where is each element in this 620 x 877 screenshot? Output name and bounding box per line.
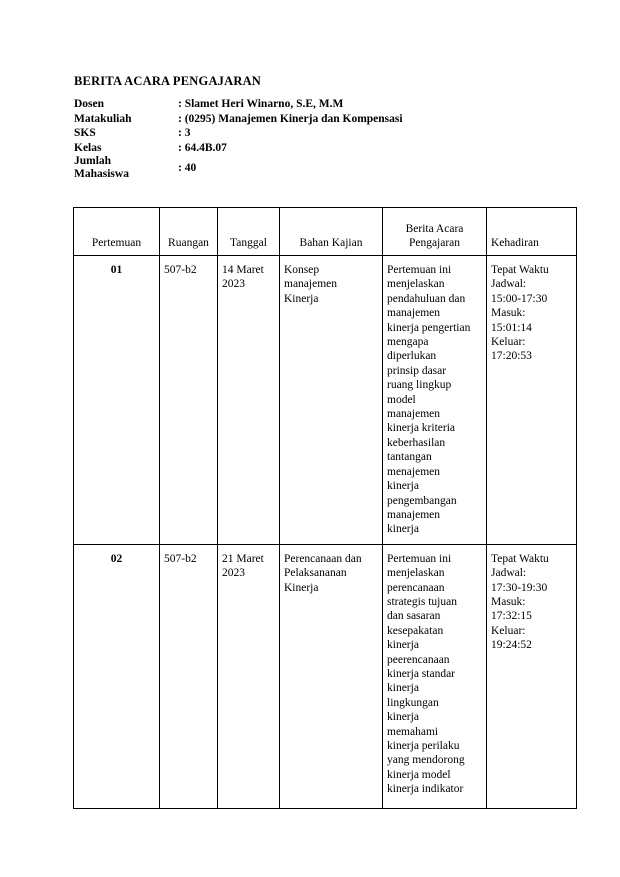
cell-bahan-kajian-line: Pelaksananan — [284, 567, 347, 580]
cell-berita-acara — [383, 256, 487, 545]
info-label — [74, 155, 178, 181]
cell-tanggal — [218, 256, 280, 545]
cell-berita-acara — [383, 544, 487, 808]
cell-berita-acara-line: mengapa — [387, 336, 429, 349]
cell-bahan-kajian — [280, 544, 383, 808]
cell-berita-acara-line: kinerja pengertian — [387, 321, 471, 334]
cell-kehadiran — [487, 256, 577, 545]
info-label: Matakuliah — [74, 112, 132, 125]
cell-berita-acara-line: prinsip dasar — [387, 364, 447, 377]
info-row-jumlah-mahasiswa — [74, 155, 554, 181]
cell-tanggal-line: 2023 — [222, 278, 245, 291]
cell-berita-acara-line: kinerja — [387, 711, 419, 724]
cell-berita-acara-line: yang mendorong — [387, 754, 465, 767]
cell-kehadiran-line: Jadwal: — [491, 567, 527, 580]
header-pertemuan: Pertemuan — [74, 208, 160, 256]
header-line: Berita Acara — [405, 223, 464, 235]
cell-kehadiran-line: 15:01:14 — [491, 321, 532, 334]
header-berita-acara — [383, 208, 487, 256]
cell-berita-acara-line: manajemen — [387, 508, 441, 521]
cell-berita-acara-line: kinerja perilaku — [387, 740, 460, 752]
cell-berita-acara-line: kinerja kriteria — [387, 422, 456, 435]
cell-berita-acara-line: Pertemuan ini — [387, 552, 452, 565]
cell-tanggal-line: 14 Maret — [222, 264, 264, 276]
course-info — [74, 97, 554, 181]
cell-kehadiran-line: 17:32:15 — [491, 610, 532, 623]
cell-berita-acara-line: memahami — [387, 725, 439, 738]
info-value: : Slamet Heri Winarno, S.E, M.M — [178, 98, 344, 110]
header-tanggal: Tanggal — [218, 208, 280, 256]
cell-tanggal — [218, 544, 280, 808]
info-label-line: Mahasiswa — [74, 168, 129, 180]
table-row — [74, 256, 577, 545]
cell-bahan-kajian-line: Kinerja — [284, 581, 319, 594]
info-row-kelas — [74, 141, 554, 156]
cell-kehadiran-line: 19:24:52 — [491, 639, 532, 652]
cell-berita-acara-line: tantangan — [387, 451, 432, 464]
cell-pertemuan: 02 — [74, 544, 160, 808]
cell-berita-acara-line: menjelaskan — [387, 567, 445, 580]
cell-tanggal-line: 21 Maret — [222, 552, 264, 565]
info-label: Kelas — [74, 141, 102, 154]
header-ruangan: Ruangan — [160, 208, 218, 256]
info-label: SKS — [74, 127, 96, 139]
cell-berita-acara-line: kinerja model — [387, 768, 451, 781]
cell-berita-acara-line: kesepakatan — [387, 624, 444, 637]
info-row-sks — [74, 126, 554, 141]
cell-berita-acara-line: pengembangan — [387, 494, 457, 507]
document-title: BERITA ACARA PENGAJARAN — [74, 74, 262, 88]
cell-kehadiran-line: Tepat Waktu — [491, 264, 549, 276]
cell-berita-acara-line: kinerja — [387, 523, 419, 536]
info-label: Dosen — [74, 98, 105, 110]
cell-berita-acara-line: ruang lingkup — [387, 379, 452, 392]
info-row-matakuliah — [74, 112, 554, 127]
cell-berita-acara-line: manajemen — [387, 408, 441, 421]
table-row — [74, 544, 577, 808]
cell-kehadiran — [487, 544, 577, 808]
cell-bahan-kajian — [280, 256, 383, 545]
cell-berita-acara-line: diperlukan — [387, 350, 437, 363]
cell-berita-acara-line: keberhasilan — [387, 436, 446, 449]
cell-berita-acara-line: kinerja — [387, 682, 419, 695]
cell-berita-acara-line: kinerja — [387, 639, 419, 652]
cell-berita-acara-line: strategis tujuan — [387, 595, 457, 608]
cell-berita-acara-line: perencanaan — [387, 581, 445, 594]
cell-ruangan: 507-b2 — [160, 256, 218, 545]
cell-berita-acara-line: kinerja indikator — [387, 783, 464, 796]
header-kehadiran: Kehadiran — [487, 208, 577, 256]
cell-berita-acara-line: kinerja standar — [387, 667, 456, 680]
cell-berita-acara-line: pendahuluan dan — [387, 292, 466, 305]
cell-kehadiran-line: Keluar: — [491, 336, 526, 349]
cell-kehadiran-line: 15:00-17:30 — [491, 292, 548, 305]
info-value: : 40 — [178, 161, 197, 174]
cell-kehadiran-line: Tepat Waktu — [491, 552, 549, 565]
header-bahan-kajian: Bahan Kajian — [280, 208, 383, 256]
cell-berita-acara-line: dan sasaran — [387, 610, 441, 623]
cell-kehadiran-line: Jadwal: — [491, 278, 527, 291]
cell-kehadiran-line: Masuk: — [491, 595, 526, 608]
table-body — [74, 256, 577, 809]
cell-bahan-kajian-line: Kinerja — [284, 292, 319, 305]
cell-kehadiran-line: Masuk: — [491, 307, 526, 320]
info-value: : 3 — [178, 127, 191, 139]
cell-berita-acara-line: manajemen — [387, 307, 441, 320]
cell-kehadiran-line: Keluar: — [491, 624, 526, 637]
teaching-record-table — [73, 207, 577, 809]
cell-bahan-kajian-line: manajemen — [284, 278, 338, 291]
cell-kehadiran-line: 17:20:53 — [491, 350, 532, 363]
cell-bahan-kajian-line: Perencanaan dan — [284, 552, 362, 565]
cell-berita-acara-line: peerencanaan — [387, 653, 450, 666]
info-value: : (0295) Manajemen Kinerja dan Kompensasi — [178, 112, 403, 125]
cell-ruangan: 507-b2 — [160, 544, 218, 808]
info-value: : 64.4B.07 — [178, 141, 227, 154]
cell-berita-acara-line: menjelaskan — [387, 278, 445, 291]
cell-pertemuan: 01 — [74, 256, 160, 545]
cell-berita-acara-line: Pertemuan ini — [387, 264, 452, 276]
info-label-line: Jumlah — [74, 155, 112, 167]
cell-berita-acara-line: kinerja — [387, 480, 419, 493]
cell-tanggal-line: 2023 — [222, 567, 245, 580]
cell-berita-acara-line: menajemen — [387, 465, 441, 478]
cell-kehadiran-line: 17:30-19:30 — [491, 581, 548, 594]
cell-berita-acara-line: lingkungan — [387, 696, 439, 709]
info-row-dosen — [74, 97, 554, 112]
cell-bahan-kajian-line: Konsep — [284, 264, 320, 276]
cell-berita-acara-line: model — [387, 393, 416, 406]
header-line: Pengajaran — [408, 237, 461, 249]
table-header-row — [74, 208, 577, 256]
